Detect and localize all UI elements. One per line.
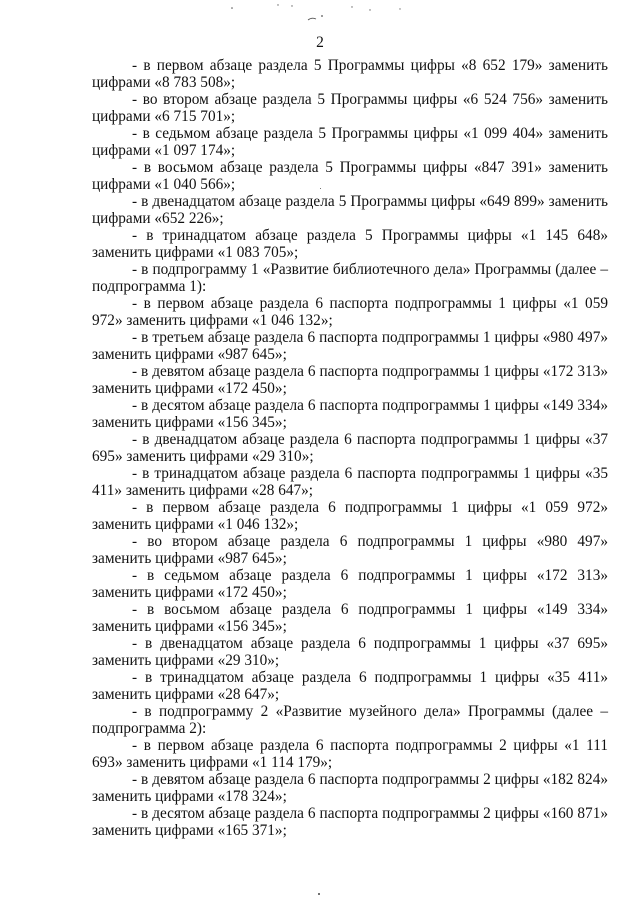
amendment-paragraph: - в третьем абзаце раздела 6 паспорта подпрограммы 1 цифры «980 497» заменить цифрами «987 645»; (92, 328, 608, 363)
document-body (92, 57, 608, 839)
amendment-paragraph: - в двенадцатом абзаце раздела 6 паспорта подпрограммы 1 цифры «37 695» заменить цифрами «29 310»; (92, 430, 608, 465)
amendment-paragraph: - в первом абзаце раздела 5 Программы цифры «8 652 179» заменить цифрами «8 783 508»; (92, 56, 608, 91)
amendment-paragraph: - в десятом абзаце раздела 6 паспорта подпрограммы 1 цифры «149 334» заменить цифрами «156 345»; (92, 396, 608, 431)
subprogram-heading: - в подпрограмму 2 «Развитие музейного дела» Программы (далее – подпрограмма 2): (92, 702, 608, 737)
amendment-paragraph: - в восьмом абзаце раздела 6 подпрограммы 1 цифры «149 334» заменить цифрами «156 345»; (92, 600, 608, 635)
amendment-paragraph: - в седьмом абзаце раздела 6 подпрограммы 1 цифры «172 313» заменить цифрами «172 450»; (92, 566, 608, 601)
amendment-paragraph: - в девятом абзаце раздела 6 паспорта подпрограммы 1 цифры «172 313» заменить цифрами «172 450»; (92, 362, 608, 397)
scan-speck (320, 188, 321, 189)
amendment-paragraph: - в двенадцатом абзаце раздела 6 подпрограммы 1 цифры «37 695» заменить цифрами «29 310»; (92, 634, 608, 669)
amendment-paragraph: - в тринадцатом абзаце раздела 6 паспорта подпрограммы 1 цифры «35 411» заменить цифрами «28 647»; (92, 464, 608, 499)
amendment-paragraph: - в первом абзаце раздела 6 паспорта подпрограммы 2 цифры «1 111 693» заменить цифрами «1 114 179»; (92, 736, 608, 771)
scan-artifact-marks (220, 2, 420, 22)
scan-speck (318, 893, 320, 895)
amendment-paragraph: - во втором абзаце раздела 5 Программы цифры «6 524 756» заменить цифрами «6 715 701»; (92, 90, 608, 125)
amendment-paragraph: - в тринадцатом абзаце раздела 6 подпрограммы 1 цифры «35 411» заменить цифрами «28 647»; (92, 668, 608, 703)
amendment-paragraph: - в восьмом абзаце раздела 5 Программы цифры «847 391» заменить цифрами «1 040 566»; (92, 158, 608, 193)
amendment-paragraph: - в первом абзаце раздела 6 подпрограммы 1 цифры «1 059 972» заменить цифрами «1 046 132»; (92, 498, 608, 533)
amendment-paragraph: - в седьмом абзаце раздела 5 Программы цифры «1 099 404» заменить цифрами «1 097 174»; (92, 124, 608, 159)
amendment-paragraph: - в первом абзаце раздела 6 паспорта подпрограммы 1 цифры «1 059 972» заменить цифрами «1 046 132»; (92, 294, 608, 329)
subprogram-heading: - в подпрограмму 1 «Развитие библиотечного дела» Программы (далее – подпрограмма 1): (92, 260, 608, 295)
amendment-paragraph: - в тринадцатом абзаце раздела 5 Программы цифры «1 145 648» заменить цифрами «1 083 705»; (92, 226, 608, 261)
amendment-paragraph: - в девятом абзаце раздела 6 паспорта подпрограммы 2 цифры «182 824» заменить цифрами «178 324»; (92, 770, 608, 805)
page-number: 2 (316, 34, 324, 51)
amendment-paragraph: - в двенадцатом абзаце раздела 5 Программы цифры «649 899» заменить цифрами «652 226»; (92, 192, 608, 227)
amendment-paragraph: - в десятом абзаце раздела 6 паспорта подпрограммы 2 цифры «160 871» заменить цифрами «165 371»; (92, 804, 608, 839)
amendment-paragraph: - во втором абзаце раздела 6 подпрограммы 1 цифры «980 497» заменить цифрами «987 645»; (92, 532, 608, 567)
